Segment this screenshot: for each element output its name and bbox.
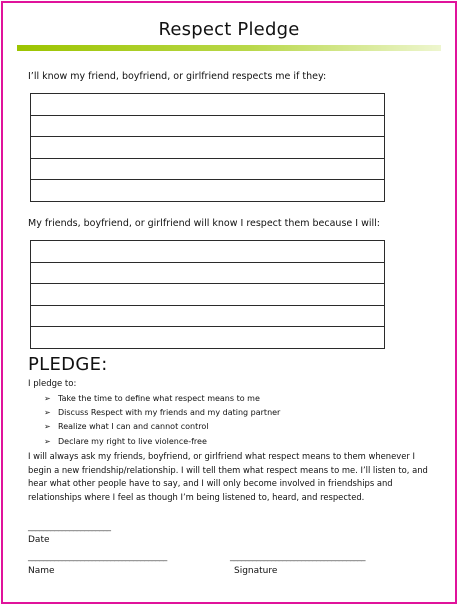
arrow-bullet-icon: ➢ [44, 436, 51, 446]
pledge-heading: PLEDGE: [28, 354, 108, 375]
writing-line[interactable] [31, 284, 384, 306]
writing-line[interactable] [31, 94, 384, 116]
name-label: Name [28, 566, 55, 576]
list-item [44, 420, 280, 434]
name-line[interactable]: _____________________________________ [28, 552, 167, 562]
date-line[interactable]: ______________________ [28, 522, 111, 532]
arrow-bullet-icon: ➢ [44, 408, 51, 418]
writing-line[interactable] [31, 159, 384, 181]
list-item-text: Declare my right to live violence-free [58, 436, 207, 446]
list-item-text: Take the time to define what respect means to me [58, 393, 260, 403]
writing-line[interactable] [31, 137, 384, 159]
writing-line[interactable] [31, 241, 384, 263]
pledge-intro: I pledge to: [28, 379, 77, 389]
writing-line[interactable] [31, 327, 384, 349]
title-accent-bar [17, 45, 441, 51]
arrow-bullet-icon: ➢ [44, 422, 51, 432]
writing-line[interactable] [31, 180, 384, 202]
pledge-list [44, 391, 280, 449]
date-label: Date [28, 535, 50, 545]
list-item-text: Realize what I can and cannot control [58, 422, 209, 432]
list-item-text: Discuss Respect with my friends and my dating partner [58, 408, 281, 418]
section1-prompt: I’ll know my friend, boyfriend, or girlfriend respects me if they: [28, 71, 327, 82]
page-title: Respect Pledge [158, 19, 300, 40]
signature-line[interactable]: ____________________________________ [230, 552, 365, 562]
list-item [44, 434, 280, 448]
signature-label: Signature [234, 566, 278, 576]
section2-writing-lines[interactable] [30, 240, 385, 349]
section1-writing-lines[interactable] [30, 93, 385, 202]
list-item [44, 391, 280, 405]
section2-prompt: My friends, boyfriend, or girlfriend will know I respect them because I will: [28, 218, 380, 229]
writing-line[interactable] [31, 116, 384, 138]
writing-line[interactable] [31, 306, 384, 328]
arrow-bullet-icon: ➢ [44, 393, 51, 403]
writing-line[interactable] [31, 263, 384, 285]
list-item [44, 405, 280, 419]
pledge-statement: I will always ask my friends, boyfriend, or girlfriend what respect means to them whenever I begin a new friendship/relationship. I will tell them what respect means to me. I’ll listen to, and hear what other people have to say, and I will only become involved in friendships and relationships where I feel as though I’m being listened to, heard, and respected. [28, 451, 428, 502]
